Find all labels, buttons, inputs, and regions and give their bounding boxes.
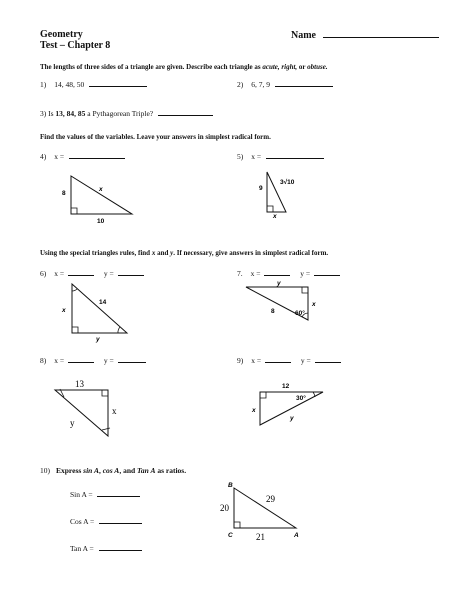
variable-y-label: y <box>96 336 100 343</box>
triangle-figure-7 <box>242 282 328 330</box>
sin-a-field[interactable] <box>97 489 140 497</box>
answer-8x-field[interactable] <box>68 355 94 363</box>
variable-y-label: y <box>277 280 281 287</box>
answer-9y-field[interactable] <box>315 355 341 363</box>
question-9: 9) x = y = <box>237 355 341 365</box>
answer-6y-field[interactable] <box>118 268 144 276</box>
question-3: 3) Is 13, 84, 85 a Pythagorean Triple? <box>40 108 213 118</box>
question-1: 1) 14, 48, 50 <box>40 79 147 89</box>
variable-x-label: x <box>62 307 66 314</box>
side-ab-label: 29 <box>266 494 275 504</box>
vertex-b-label: B <box>228 482 233 489</box>
answer-5-field[interactable] <box>266 151 324 159</box>
variable-x-label: x <box>312 301 316 308</box>
section1-instruction: The lengths of three sides of a triangle are given. Describe each triangle as acute, right, or obtuse. <box>40 63 328 71</box>
question-6: 6) x = y = <box>40 268 144 278</box>
answer-9x-field[interactable] <box>265 355 291 363</box>
side-label: 12 <box>282 383 290 390</box>
answer-7x-field[interactable] <box>264 268 290 276</box>
answer-3-field[interactable] <box>158 108 213 116</box>
answer-8y-field[interactable] <box>118 355 146 363</box>
page-subtitle: Test – Chapter 8 <box>40 40 111 51</box>
question-2: 2) 6, 7, 9 <box>237 79 333 89</box>
triangle-figure-4 <box>55 172 145 224</box>
question-4: 4) x = <box>40 151 125 161</box>
side-bc-label: 20 <box>220 503 229 513</box>
name-field[interactable] <box>323 30 439 38</box>
answer-7y-field[interactable] <box>314 268 340 276</box>
side-label: 8 <box>271 308 275 315</box>
sin-a-row: Sin A = <box>70 489 140 499</box>
question-5: 5) x = <box>237 151 324 161</box>
side-label: 8 <box>62 190 66 197</box>
answer-4-field[interactable] <box>69 151 125 159</box>
side-label: 13 <box>75 379 84 389</box>
hypotenuse-label: 14 <box>99 299 107 306</box>
side-ca-label: 21 <box>256 532 265 542</box>
triangle-figure-9 <box>248 380 328 432</box>
variable-x-label: x <box>252 407 256 414</box>
variable-x-label: x <box>112 406 117 416</box>
section2-instruction: Find the values of the variables. Leave your answers in simplest radical form. <box>40 133 271 141</box>
angle-label: 30° <box>296 395 306 402</box>
question-10: 10) Express sin A, cos A, and Tan A as ratios. <box>40 466 187 475</box>
section3-instruction: Using the special triangles rules, find x and y. If necessary, give answers in simplest radical form. <box>40 249 329 257</box>
variable-y-label: y <box>290 415 294 422</box>
question-7: 7. x = y = <box>237 268 340 278</box>
side-label: 9 <box>259 185 263 192</box>
cos-a-row: Cos A = <box>70 516 142 526</box>
side-label: 10 <box>97 218 105 225</box>
answer-2-field[interactable] <box>275 79 333 87</box>
vertex-a-label: A <box>294 532 299 539</box>
tan-a-field[interactable] <box>99 543 142 551</box>
triangle-figure-6 <box>56 280 136 342</box>
vertex-c-label: C <box>228 532 233 539</box>
triangle-figure-10 <box>214 478 314 548</box>
answer-6x-field[interactable] <box>68 268 94 276</box>
variable-label: x <box>99 186 103 193</box>
answer-1-field[interactable] <box>89 79 147 87</box>
angle-label: 60° <box>295 310 305 317</box>
triangle-figure-5 <box>248 168 318 218</box>
cos-a-field[interactable] <box>99 516 142 524</box>
page-title: Geometry <box>40 29 83 40</box>
variable-y-label: y <box>70 418 75 428</box>
hypotenuse-label: 3√10 <box>280 179 295 186</box>
question-8: 8) x = y = <box>40 355 146 365</box>
triangle-figure-8 <box>50 378 130 442</box>
tan-a-row: Tan A = <box>70 543 142 553</box>
name-label: Name <box>291 30 439 41</box>
variable-label: x <box>273 213 277 220</box>
